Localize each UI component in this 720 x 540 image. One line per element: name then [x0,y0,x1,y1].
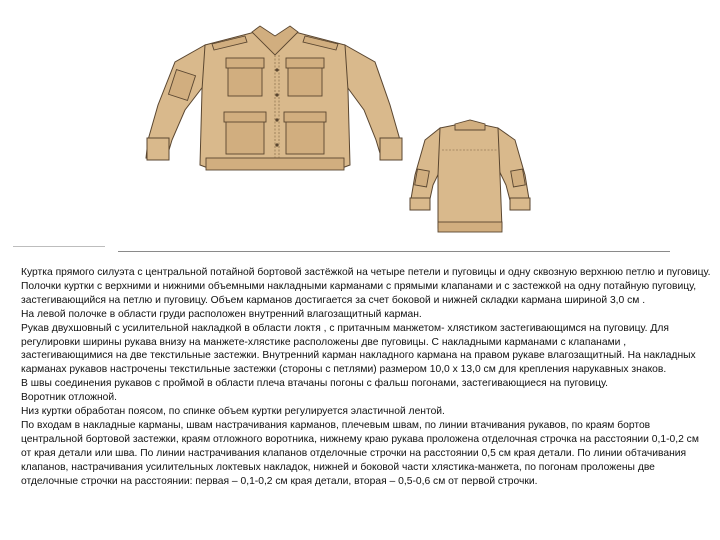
divider-long [118,251,670,252]
divider-short [13,246,105,247]
paragraph-4: В швы соединения рукавов с проймой в области плеча втачаны погоны с фальш погонами, застегивающиеся на пуговицу. [21,378,608,390]
jacket-back-icon [410,120,530,232]
paragraph-7: По входам в накладные карманы, швам настрачивания карманов, плечевым швам, по линии втачивания рукавов, по краям бортов центральной бортовой застежки, краям отложного воротника, нижнему краю рукава проложена отделочная строчка на расстоянии 0,1-0,2 см от края детали или шва. По линии настрачивания клапанов отделочные строчки на расстоянии 0,5 см края детали. По линии обтачивания клапанов, настрачивания усилительных локтевых накладок, нижней и боковой части хлястика-манжета, по погонам проложены две отделочные строчки на расстоянии: первая – 0,1-0,2 см края детали, вторая – 0,5-0,6 см от первой строчки. [21,419,699,487]
paragraph-6: Низ куртки обработан поясом, по спинке объем куртки регулируется эластичной лентой. [21,406,445,418]
jacket-front-icon [146,26,402,170]
paragraph-1: Куртка прямого силуэта с центральной потайной бортовой застёжкой на четыре петели и пуговицы и одну сквозную верхнюю петлю и пуговицу. Полочки куртки с верхними и нижними объемными накладными карманами с прямыми клапанами и с застежкой на одну потайную пуговицу, застегивающийся на петлю и пуговицу. Объем карманов достигается за счет боковой и нижней складки кармана шириной 3,0 см . [21,267,711,306]
paragraph-2: На левой полочке в области груди расположен внутренний влагозащитный карман. [21,308,422,320]
description-text [21,266,711,489]
paragraph-3: Рукав двухшовный с усилительной накладкой в области локтя , с притачным манжетом- хлястиком застегивающимся на пуговицу. Для регулировки ширины рукава внизу на манжете-хлястике расположены две пуговицы. С накладными карманами с клапанами , застегивающимися на две текстильные застежки. Внутренний карман накладного кармана на правом рукаве влагозащитный. На накладных карманах рукавов настрочены текстильные застежки (стороны с петлями) размером 10,0 х 13,0 см для крепления нарукавных знаков. [21,322,696,376]
paragraph-5: Воротник отложной. [21,392,117,404]
jacket-illustrations [0,0,720,262]
